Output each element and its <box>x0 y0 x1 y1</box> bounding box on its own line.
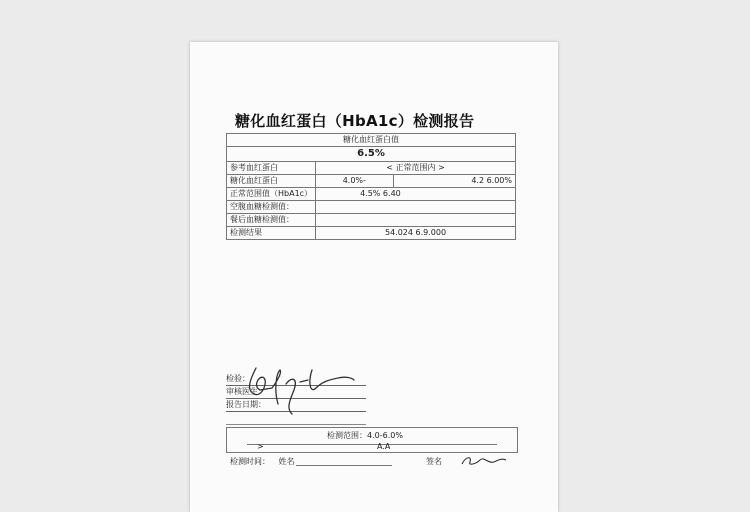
row-mid: 54.024 6.9.000 <box>316 227 516 240</box>
row-label: 参考血红蛋白 <box>227 162 316 175</box>
table-row <box>227 201 516 214</box>
sign-area <box>426 456 442 467</box>
table-row <box>227 188 516 201</box>
row-value <box>316 214 516 227</box>
bottom-signature-scribble <box>458 452 508 468</box>
results-header: 糖化血红蛋白值 <box>227 134 516 147</box>
table-row <box>227 227 516 240</box>
row-value: < 正常范围内 > <box>316 162 516 175</box>
signature-line-reviewer: 审核医生： <box>226 385 366 399</box>
footer-mark-left: > <box>257 442 264 451</box>
table-row <box>227 214 516 227</box>
name-underline <box>296 465 392 466</box>
row-label: 空腹血糖检测值： <box>227 201 316 214</box>
row-mid: 4.5% 6.40 <box>316 188 516 201</box>
row-label: 糖化血红蛋白 <box>227 175 316 188</box>
handwritten-signature <box>242 360 362 420</box>
row-label: 检测结果 <box>227 227 316 240</box>
name-label: 姓名 <box>278 457 295 466</box>
results-table <box>226 133 516 240</box>
row-value: 4.2 6.00% <box>393 175 515 188</box>
footer-box <box>226 427 518 453</box>
time-label: 检测时间： <box>230 457 270 466</box>
table-row <box>227 175 516 188</box>
sign-label: 签名 <box>426 457 442 466</box>
report-title: 糖化血红蛋白（HbA1c）检测报告 <box>235 112 475 130</box>
row-value <box>316 201 516 214</box>
bottom-row <box>230 456 295 467</box>
footer-range: 检测范围：4.0-6.0% <box>327 431 403 440</box>
signature-line-inspector: 检验： <box>226 372 366 386</box>
row-mid: 4.0%- <box>316 175 394 188</box>
footer-divider <box>247 444 497 445</box>
hba1c-value: 6.5% <box>227 147 516 162</box>
signature-line-date: 报告日期： <box>226 398 366 412</box>
row-label: 正常范围值（HbA1c） <box>227 188 316 201</box>
table-row <box>227 162 516 175</box>
footer-mark-right: A.A <box>377 442 391 451</box>
row-label: 餐后血糖检测值： <box>227 214 316 227</box>
